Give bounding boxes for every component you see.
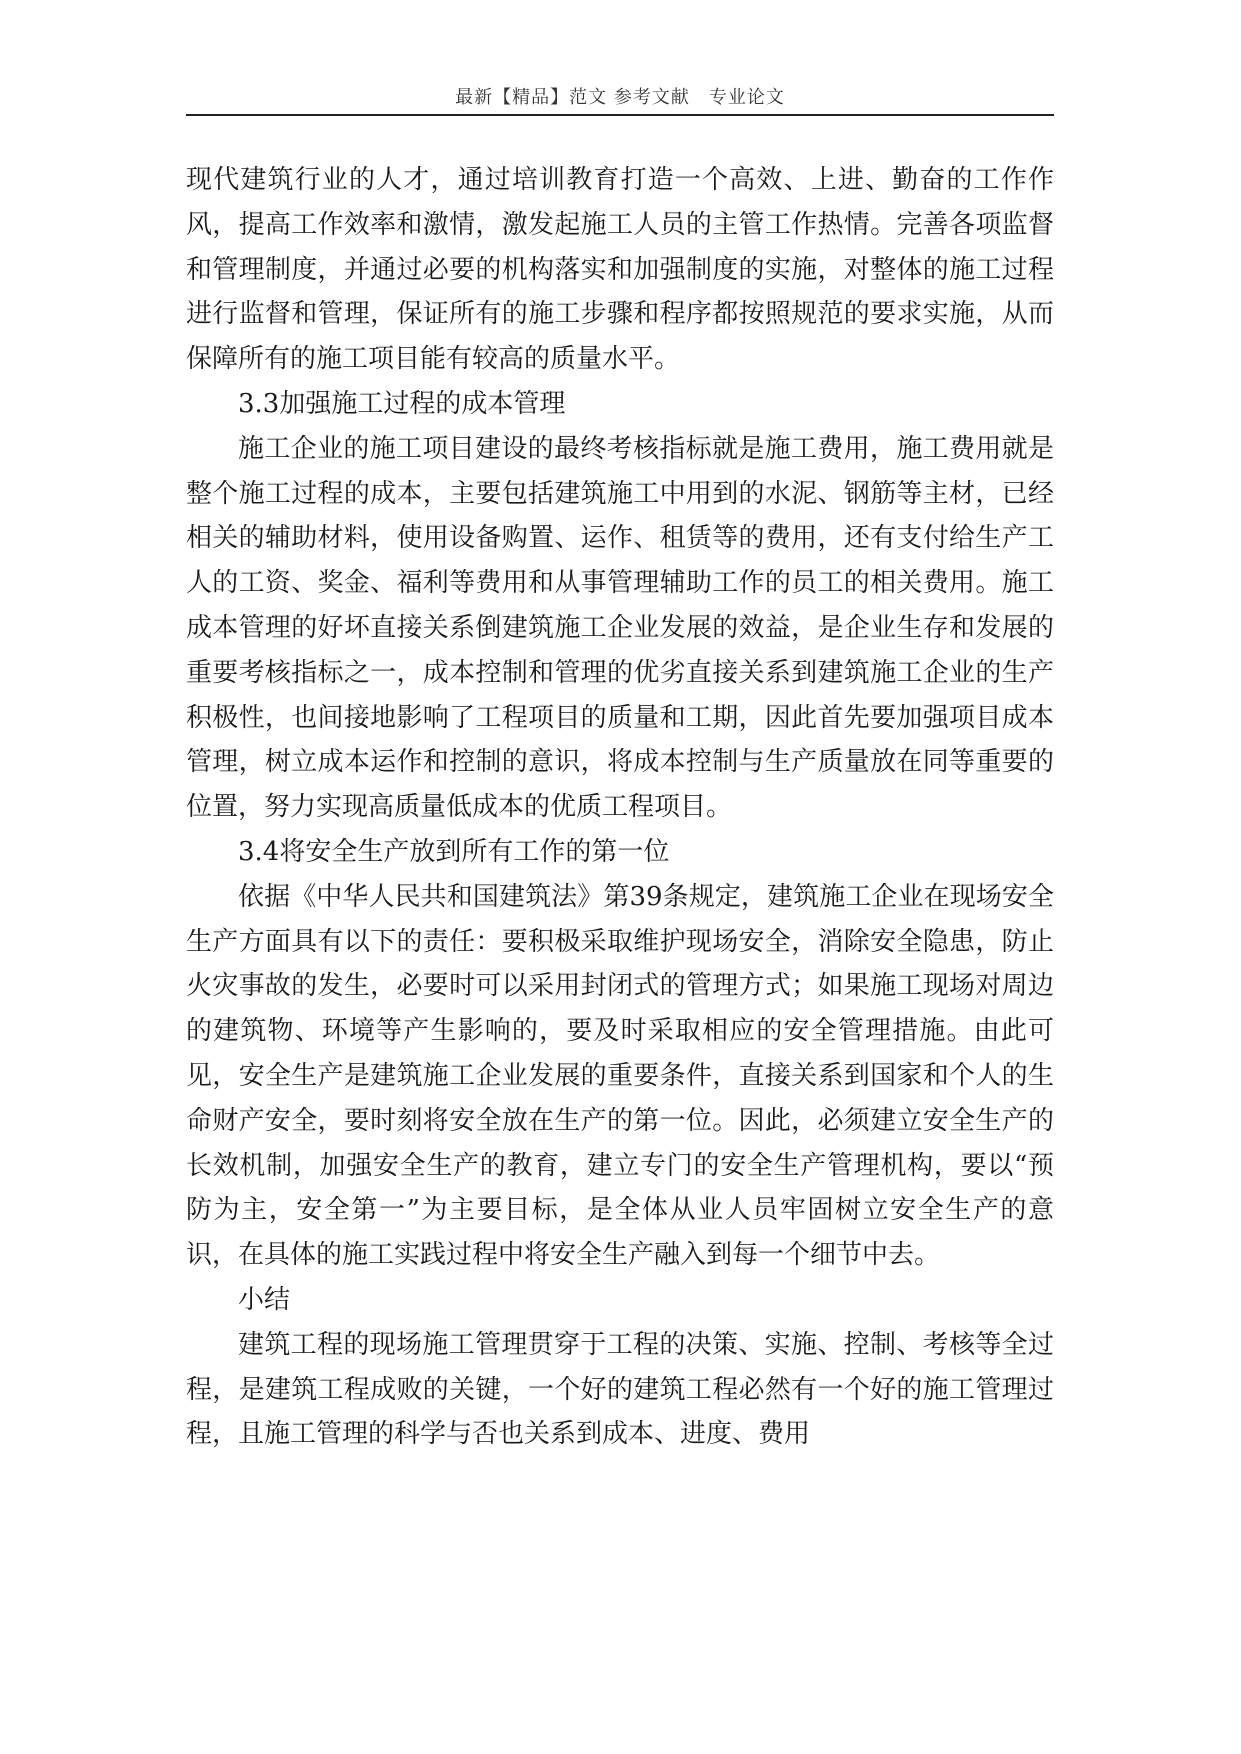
header-rule [186,114,1054,116]
section-heading-3-4: 3.4将安全生产放到所有工作的第一位 [238,836,670,867]
paragraph-cost-management: 施工企业的施工项目建设的最终考核指标就是施工费用，施工费用就是整个施工过程的成本，主要包括建筑施工中用到的水泥、钢筋等主材，已经相关的辅助材料，使用设备购置、运作、租赁等的费用，还有支付给生产工人的工资、奖金、福利等费用和从事管理辅助工作的员工的相关费用。施工成本管理的好坏直接关系倒建筑施工企业发展的效益，是企业生存和发展的重要考核指标之一，成本控制和管理的优劣直接关系到建筑施工企业的生产积极性，也间接地影响了工程项目的质量和工期，因此首先要加强项目成本管理，树立成本运作和控制的意识，将成本控制与生产质量放在同等重要的位置，努力实现高质量低成本的优质工程项目。 [186,433,1054,823]
paragraph-talent-training: 现代建筑行业的人才，通过培训教育打造一个高效、上进、勤奋的工作作风，提高工作效率和激情，激发起施工人员的主管工作热情。完善各项监督和管理制度，并通过必要的机构落实和加强制度的实施，对整体的施工过程进行监督和管理，保证所有的施工步骤和程序都按照规范的要求实施，从而保障所有的施工项目能有较高的质量水平。 [186,165,1054,375]
section-heading-summary: 小结 [238,1284,291,1315]
page-body [186,158,1054,1457]
paragraph-summary: 建筑工程的现场施工管理贯穿于工程的决策、实施、控制、考核等全过程，是建筑工程成败的关键，一个好的建筑工程必然有一个好的施工管理过程，且施工管理的科学与否也关系到成本、进度、费用 [186,1329,1054,1450]
page-header: 最新【精品】范文 参考文献 专业论文 [455,87,785,108]
paragraph-safety-production: 依据《中华人民共和国建筑法》第39条规定，建筑施工企业在现场安全生产方面具有以下的责任：要积极采取维护现场安全，消除安全隐患，防止火灾事故的发生，必要时可以采用封闭式的管理方式；如果施工现场对周边的建筑物、环境等产生影响的，要及时采取相应的安全管理措施。由此可见，安全生产是建筑施工企业发展的重要条件，直接关系到国家和个人的生命财产安全，要时刻将安全放在生产的第一位。因此，必须建立安全生产的长效机制，加强安全生产的教育，建立专门的安全生产管理机构，要以“预防为主，安全第一”为主要目标，是全体从业人员牢固树立安全生产的意识，在具体的施工实践过程中将安全生产融入到每一个细节中去。 [186,881,1054,1271]
section-heading-3-3: 3.3加强施工过程的成本管理 [238,388,566,419]
